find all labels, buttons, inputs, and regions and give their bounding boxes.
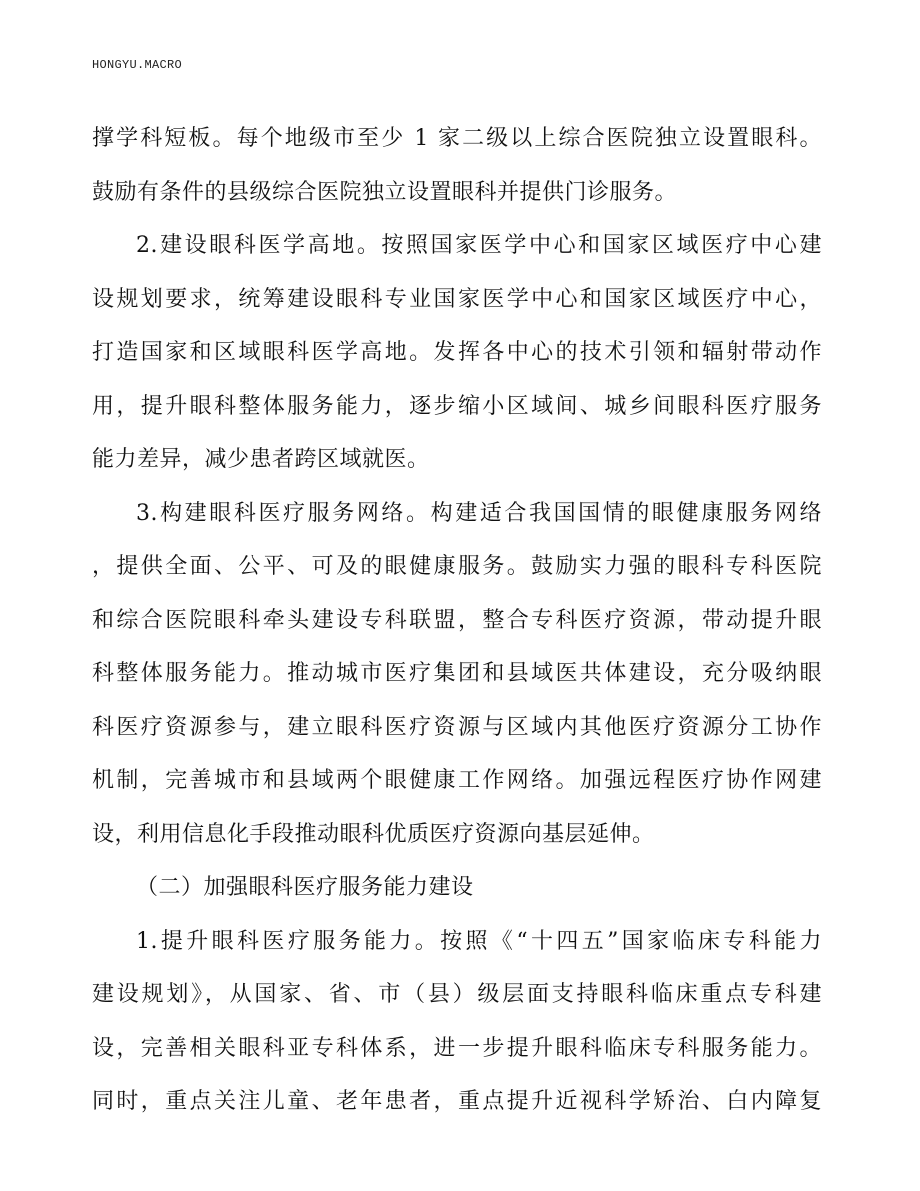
- text-line: 能力差异，减少患者跨区域就医。: [92, 447, 430, 472]
- document-body: [92, 117, 822, 1134]
- text-line: 撑学科短板。每个地级市至少 1 家二级以上综合医院独立设置眼科。: [92, 126, 822, 151]
- text-line: ，提供全面、公平、可及的眼健康服务。鼓励实力强的眼科专科医院: [92, 554, 822, 579]
- section-heading: （二）加强眼科医疗服务能力建设: [136, 875, 474, 900]
- text-line: 鼓励有条件的县级综合医院独立设置眼科并提供门诊服务。: [92, 179, 678, 205]
- text-line: 3.构建眼科医疗服务网络。构建适合我国国情的眼健康服务网络: [136, 500, 822, 526]
- text-line: 2.建设眼科医学高地。按照国家医学中心和国家区域医疗中心建: [136, 233, 822, 258]
- text-line: 机制，完善城市和县域两个眼健康工作网络。加强远程医疗协作网建: [92, 768, 822, 793]
- text-line: 打造国家和区域眼科医学高地。发挥各中心的技术引领和辐射带动作: [92, 340, 822, 365]
- text-line: 用，提升眼科整体服务能力，逐步缩小区域间、城乡间眼科医疗服务: [92, 393, 822, 419]
- text-line: 同时，重点关注儿童、老年患者，重点提升近视科学矫治、白内障复: [92, 1089, 822, 1114]
- text-line: 科整体服务能力。推动城市医疗集团和县域医共体建设，充分吸纳眼: [92, 661, 822, 686]
- text-line: 和综合医院眼科牵头建设专科联盟，整合专科医疗资源，带动提升眼: [92, 607, 822, 633]
- text-line: 设规划要求，统筹建设眼科专业国家医学中心和国家区域医疗中心，: [92, 286, 822, 312]
- text-line: 设，利用信息化手段推动眼科优质医疗资源向基层延伸。: [92, 821, 655, 847]
- text-line: 建设规划》，从国家、省、市（县）级层面支持眼科临床重点专科建: [92, 982, 822, 1007]
- text-line: 1.提升眼科医疗服务能力。按照《“十四五”国家临床专科能力: [136, 928, 822, 954]
- text-line: 科医疗资源参与，建立眼科医疗资源与区域内其他医疗资源分工协作: [92, 714, 822, 740]
- text-line: 设，完善相关眼科亚专科体系，进一步提升眼科临床专科服务能力。: [92, 1035, 822, 1061]
- page-header: HONGYU.MACRO: [92, 58, 183, 72]
